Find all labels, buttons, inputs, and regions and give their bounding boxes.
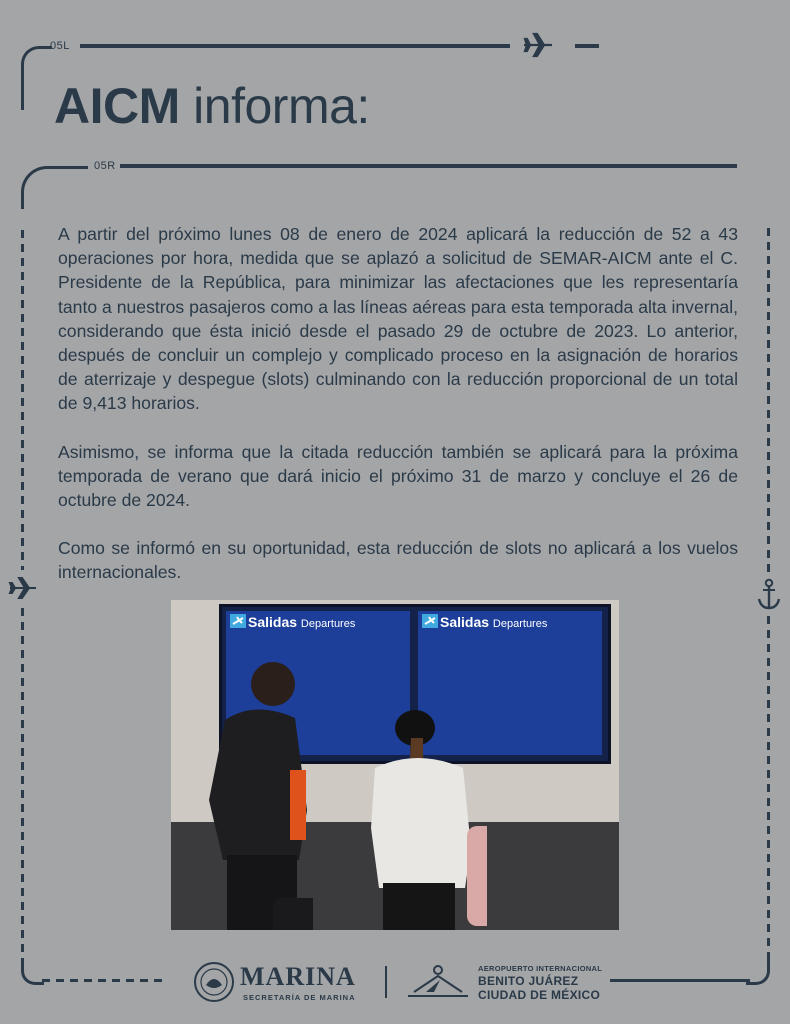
aicm-line-1: AEROPUERTO INTERNACIONAL — [478, 964, 603, 973]
title-bold: AICM — [54, 78, 180, 134]
top-rule-end — [575, 44, 599, 48]
title-rule-short — [70, 166, 88, 169]
frame-left-dashed-lower — [21, 608, 24, 968]
airplane-icon — [422, 614, 438, 628]
anchor-icon — [756, 578, 782, 617]
aicm-logo-icon — [404, 962, 472, 1005]
frame-curve-title — [21, 166, 74, 209]
frame-bottom-right-rule — [610, 979, 750, 982]
traveler-woman — [367, 708, 487, 930]
board-left-title: Salidas Departures — [248, 614, 356, 630]
traveler-man — [195, 660, 313, 930]
departures-photo — [171, 600, 619, 930]
title-light: informa: — [193, 78, 370, 134]
marina-subtitle: SECRETARÍA DE MARINA — [243, 993, 356, 1002]
paragraph-1: A partir del próximo lunes 08 de enero de 2024 aplicará la reducción de 52 a 43 operaciones por hora, medida que se aplazó a solicitud de SEMAR-AICM ante el C. Presidente de la República, para minimizar las afectaciones que les representaría tanto a nuestros pasajeros como a las líneas aéreas para esta temporada alta invernal, considerando que ésta inició desde el pasado 29 de octubre de 2023. Lo anterior, después de concluir un complejo y complicado proceso en la asignación de horarios de aterrizaje y despegue (slots) culminando con la reducción proporcional de un total de 9,413 horarios. — [58, 224, 738, 414]
aicm-line-2: BENITO JUÁREZ — [478, 974, 579, 988]
title-rule-long — [120, 164, 737, 168]
board-right-title: Salidas Departures — [440, 614, 548, 630]
frame-left-upper — [21, 70, 24, 110]
airplane-icon — [230, 614, 246, 628]
frame-bottom-left-dashed — [42, 979, 166, 982]
frame-corner-bottom-left — [21, 960, 44, 985]
announcement-body — [58, 222, 738, 609]
marina-seal-icon — [193, 961, 235, 1008]
frame-right-dashed — [767, 228, 770, 572]
footer-divider — [385, 966, 387, 998]
airplane-icon — [8, 574, 38, 607]
aicm-line-3: CIUDAD DE MÉXICO — [478, 988, 601, 1002]
runway-label-bottom: 05R — [94, 160, 116, 172]
airplane-icon — [522, 30, 554, 65]
runway-label-top: 05L — [50, 40, 70, 52]
paragraph-2: Asimismo, se informa que la citada reducción también se aplicará para la próxima temporada de verano que dará inicio el próximo 31 de marzo y concluye el 26 de octubre de 2024. — [58, 441, 738, 511]
paragraph-3: Como se informó en su oportunidad, esta reducción de slots no aplicará a los vuelos internacionales. — [58, 538, 738, 583]
page-title — [54, 76, 370, 136]
marina-logo-text: MARINA — [240, 962, 356, 991]
frame-left-dashed — [21, 230, 24, 570]
top-rule — [80, 44, 510, 48]
frame-right-dashed-lower — [767, 616, 770, 962]
frame-corner-top-left — [21, 46, 52, 75]
